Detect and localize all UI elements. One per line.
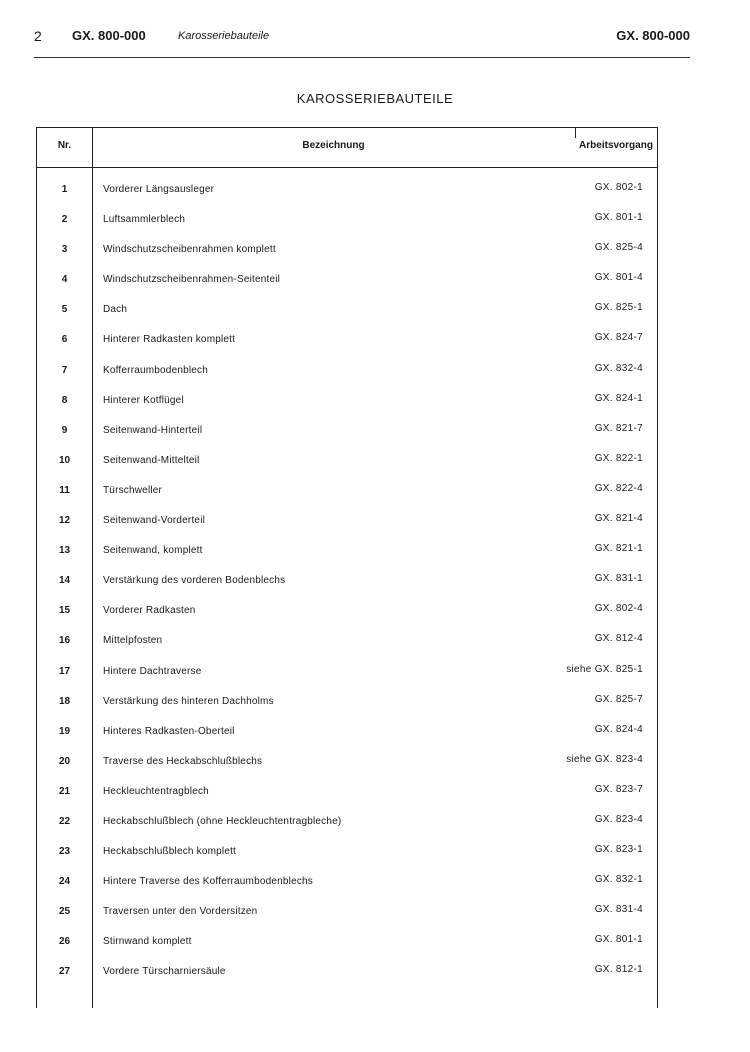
table-row xyxy=(37,932,657,962)
row-number: 18 xyxy=(58,695,71,707)
row-number: 14 xyxy=(58,575,71,587)
row-arbeitsvorgang: siehe GX. 825-1 xyxy=(566,663,643,675)
row-bezeichnung: Dach xyxy=(103,304,128,316)
table-row xyxy=(37,662,657,692)
table-row xyxy=(37,571,657,601)
row-bezeichnung: Türschweller xyxy=(103,484,163,496)
row-number: 20 xyxy=(58,755,71,767)
row-number: 22 xyxy=(58,815,71,827)
row-arbeitsvorgang: GX. 831-1 xyxy=(594,573,643,585)
row-arbeitsvorgang: GX. 823-4 xyxy=(594,813,643,825)
row-bezeichnung: Vorderer Radkasten xyxy=(103,605,196,617)
row-number: 10 xyxy=(58,454,71,466)
row-arbeitsvorgang: GX. 822-4 xyxy=(594,482,643,494)
table-row xyxy=(37,330,657,360)
header-divider xyxy=(37,167,657,168)
table-row xyxy=(37,962,657,992)
row-bezeichnung: Hinterer Radkasten komplett xyxy=(103,334,236,346)
row-number: 8 xyxy=(61,394,68,406)
column-header-nr: Nr. xyxy=(57,140,72,151)
table-row xyxy=(37,541,657,571)
row-arbeitsvorgang: GX. 822-1 xyxy=(594,452,643,464)
page-title: KAROSSERIEBAUTEILE xyxy=(296,91,454,106)
row-bezeichnung: Vorderer Längsausleger xyxy=(103,184,215,195)
row-bezeichnung: Traversen unter den Vordersitzen xyxy=(103,906,258,918)
column-header-bezeichnung: Bezeichnung xyxy=(302,140,365,151)
page-number: 2 xyxy=(34,28,42,44)
row-number: 15 xyxy=(58,605,71,617)
table-row xyxy=(37,842,657,872)
table-row xyxy=(37,601,657,631)
row-number: 25 xyxy=(58,906,71,918)
row-bezeichnung: Seitenwand, komplett xyxy=(103,545,203,557)
row-arbeitsvorgang: GX. 825-1 xyxy=(594,302,643,314)
row-bezeichnung: Windschutzscheibenrahmen komplett xyxy=(103,244,276,256)
row-number: 9 xyxy=(61,424,68,436)
table-row xyxy=(37,180,657,210)
table-body xyxy=(37,180,657,993)
table-row xyxy=(37,631,657,661)
row-bezeichnung: Hinterer Kotflügel xyxy=(103,394,184,406)
row-number: 24 xyxy=(58,876,71,888)
row-bezeichnung: Hintere Traverse des Kofferraumbodenblechs xyxy=(103,876,313,888)
table-row xyxy=(37,481,657,511)
row-number: 5 xyxy=(61,304,68,316)
table-row xyxy=(37,872,657,902)
table-row xyxy=(37,752,657,782)
table-row xyxy=(37,210,657,240)
row-arbeitsvorgang: GX. 824-1 xyxy=(594,392,643,404)
row-arbeitsvorgang: GX. 801-4 xyxy=(594,272,643,284)
table-row xyxy=(37,902,657,932)
table-row xyxy=(37,391,657,421)
row-number: 13 xyxy=(58,545,71,557)
row-number: 23 xyxy=(58,846,71,858)
document-code-right: GX. 800-000 xyxy=(616,28,690,43)
row-bezeichnung: Heckleuchtentragblech xyxy=(103,785,209,797)
table-row xyxy=(37,300,657,330)
row-bezeichnung: Seitenwand-Vorderteil xyxy=(103,515,206,527)
table-row xyxy=(37,782,657,812)
row-arbeitsvorgang: GX. 802-4 xyxy=(594,603,643,615)
table-row xyxy=(37,722,657,752)
row-number: 3 xyxy=(61,244,68,256)
row-arbeitsvorgang: GX. 801-1 xyxy=(594,934,643,946)
row-arbeitsvorgang: GX. 802-1 xyxy=(594,182,643,193)
row-number: 4 xyxy=(61,274,68,286)
row-number: 1 xyxy=(61,184,68,195)
row-number: 17 xyxy=(58,665,71,677)
row-bezeichnung: Mittelpfosten xyxy=(103,635,163,647)
row-bezeichnung: Stirnwand komplett xyxy=(103,936,192,948)
row-arbeitsvorgang: GX. 821-7 xyxy=(594,422,643,434)
row-number: 12 xyxy=(58,515,71,527)
row-arbeitsvorgang: GX. 824-7 xyxy=(594,332,643,344)
table-row xyxy=(37,511,657,541)
table-row xyxy=(37,421,657,451)
row-arbeitsvorgang: GX. 825-4 xyxy=(594,242,643,254)
row-number: 7 xyxy=(61,364,68,376)
column-header-arbeitsvorgang: Arbeitsvorgang xyxy=(579,140,653,151)
table-row xyxy=(37,361,657,391)
row-bezeichnung: Windschutzscheibenrahmen-Seitenteil xyxy=(103,274,281,286)
row-bezeichnung: Heckabschlußblech (ohne Heckleuchtentragbleche) xyxy=(103,815,342,827)
row-arbeitsvorgang: GX. 823-1 xyxy=(594,844,643,856)
row-arbeitsvorgang: GX. 823-7 xyxy=(594,783,643,795)
row-bezeichnung: Seitenwand-Mittelteil xyxy=(103,454,200,466)
row-bezeichnung: Hinteres Radkasten-Oberteil xyxy=(103,725,235,737)
row-arbeitsvorgang: GX. 821-4 xyxy=(594,513,643,525)
row-arbeitsvorgang: GX. 812-4 xyxy=(594,633,643,645)
table-row xyxy=(37,240,657,270)
row-number: 27 xyxy=(58,966,71,978)
row-bezeichnung: Vordere Türscharniersäule xyxy=(103,966,226,978)
table-row xyxy=(37,692,657,722)
row-bezeichnung: Verstärkung des hinteren Dachholms xyxy=(103,695,274,707)
row-number: 19 xyxy=(58,725,71,737)
row-bezeichnung: Kofferraumbodenblech xyxy=(103,364,208,376)
table-row xyxy=(37,451,657,481)
header-rule xyxy=(34,57,690,58)
row-arbeitsvorgang: GX. 832-1 xyxy=(594,874,643,886)
row-number: 21 xyxy=(58,785,71,797)
document-subtitle: Karosseriebauteile xyxy=(178,30,270,42)
row-bezeichnung: Heckabschlußblech komplett xyxy=(103,846,237,858)
row-number: 16 xyxy=(58,635,71,647)
row-bezeichnung: Traverse des Heckabschlußblechs xyxy=(103,755,263,767)
row-number: 6 xyxy=(61,334,68,346)
table-row xyxy=(37,812,657,842)
row-number: 2 xyxy=(61,214,68,226)
row-bezeichnung: Seitenwand-Hinterteil xyxy=(103,424,203,436)
row-arbeitsvorgang: siehe GX. 823-4 xyxy=(566,753,643,765)
row-arbeitsvorgang: GX. 812-1 xyxy=(594,964,643,976)
row-number: 26 xyxy=(58,936,71,948)
row-arbeitsvorgang: GX. 801-1 xyxy=(594,212,643,224)
row-number: 11 xyxy=(59,484,70,496)
row-arbeitsvorgang: GX. 821-1 xyxy=(594,543,643,555)
row-bezeichnung: Verstärkung des vorderen Bodenblechs xyxy=(103,575,286,587)
column-divider-arbeitsvorgang xyxy=(575,128,576,138)
row-arbeitsvorgang: GX. 824-4 xyxy=(594,723,643,735)
row-arbeitsvorgang: GX. 832-4 xyxy=(594,362,643,374)
row-arbeitsvorgang: GX. 831-4 xyxy=(594,904,643,916)
row-arbeitsvorgang: GX. 825-7 xyxy=(594,693,643,705)
row-bezeichnung: Hintere Dachtraverse xyxy=(103,665,202,677)
document-code-left: GX. 800-000 xyxy=(72,28,146,43)
parts-table xyxy=(36,127,658,1008)
row-bezeichnung: Luftsammlerblech xyxy=(103,214,186,226)
table-row xyxy=(37,270,657,300)
